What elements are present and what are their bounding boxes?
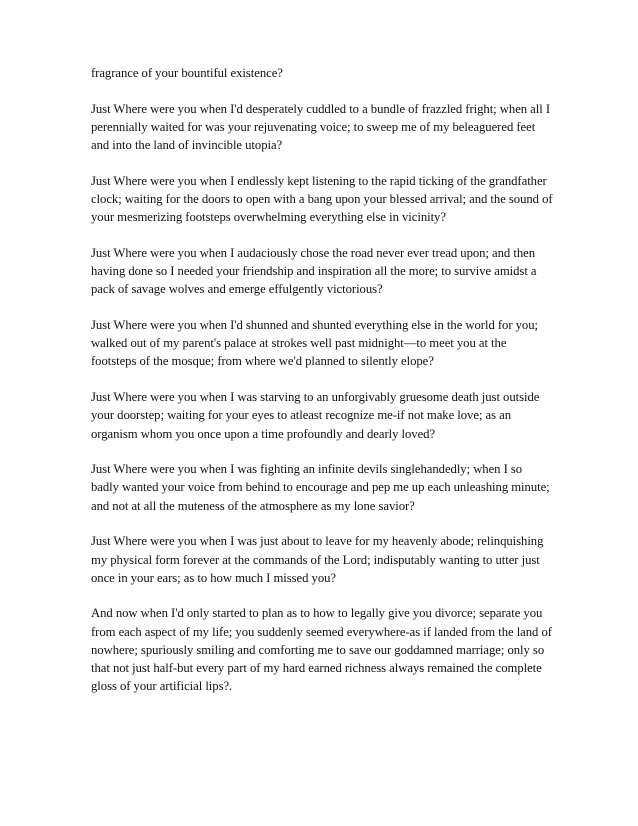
paragraph: Just Where were you when I'd desperately cuddled to a bundle of frazzled fright; when all I perennially waited for was your rejuvenating voice; to sweep me of my beleaguered feet and into the land of invincible utopia? bbox=[91, 101, 551, 153]
paragraph: And now when I'd only started to plan as to how to legally give you divorce; separate you from each aspect of my life; you suddenly seemed everywhere-as if landed from the land of nowhere; spuriously smiling and comforting me to save our goddamned marriage; only so that not just half-but every part of my hard earned richness always remained the complete gloss of your artificial lips?. bbox=[91, 606, 552, 694]
paragraph: Just Where were you when I'd shunned and shunted everything else in the world for you; walked out of my parent's palace at strokes well past midnight—to meet you at the footsteps of the mosque; from where we'd planned to silently elope? bbox=[91, 318, 538, 369]
poem-body bbox=[91, 64, 553, 713]
paragraph: fragrance of your bountiful existence? bbox=[91, 66, 283, 80]
paragraph: Just Where were you when I audaciously chose the road never ever tread upon; and then having done so I needed your friendship and inspiration all the more; to survive amidst a pack of savage wolves and emerge effulgently victorious? bbox=[91, 245, 537, 297]
paragraph: Just Where were you when I endlessly kept listening to the rapid ticking of the grandfather clock; waiting for the doors to open with a bang upon your blessed arrival; and the sound of your mesmerizing footsteps overwhelming everything else in vicinity? bbox=[91, 173, 553, 225]
paragraph: Just Where were you when I was fighting an infinite devils singlehandedly; when I so badly wanted your voice from behind to encourage and pep me up each unleashing minute; and not at all the muteness of the atmosphere as my lone savior? bbox=[91, 462, 550, 513]
paragraph: Just Where were you when I was starving to an unforgivably gruesome death just outside your doorstep; waiting for your eyes to atleast recognize me-if not make love; as an organism whom you once upon a time profoundly and dearly loved? bbox=[91, 390, 540, 441]
paragraph: Just Where were you when I was just about to leave for my heavenly abode; relinquishing my physical form forever at the commands of the Lord; indisputably wanting to utter just once in your ears; as to how much I missed you? bbox=[91, 534, 544, 585]
